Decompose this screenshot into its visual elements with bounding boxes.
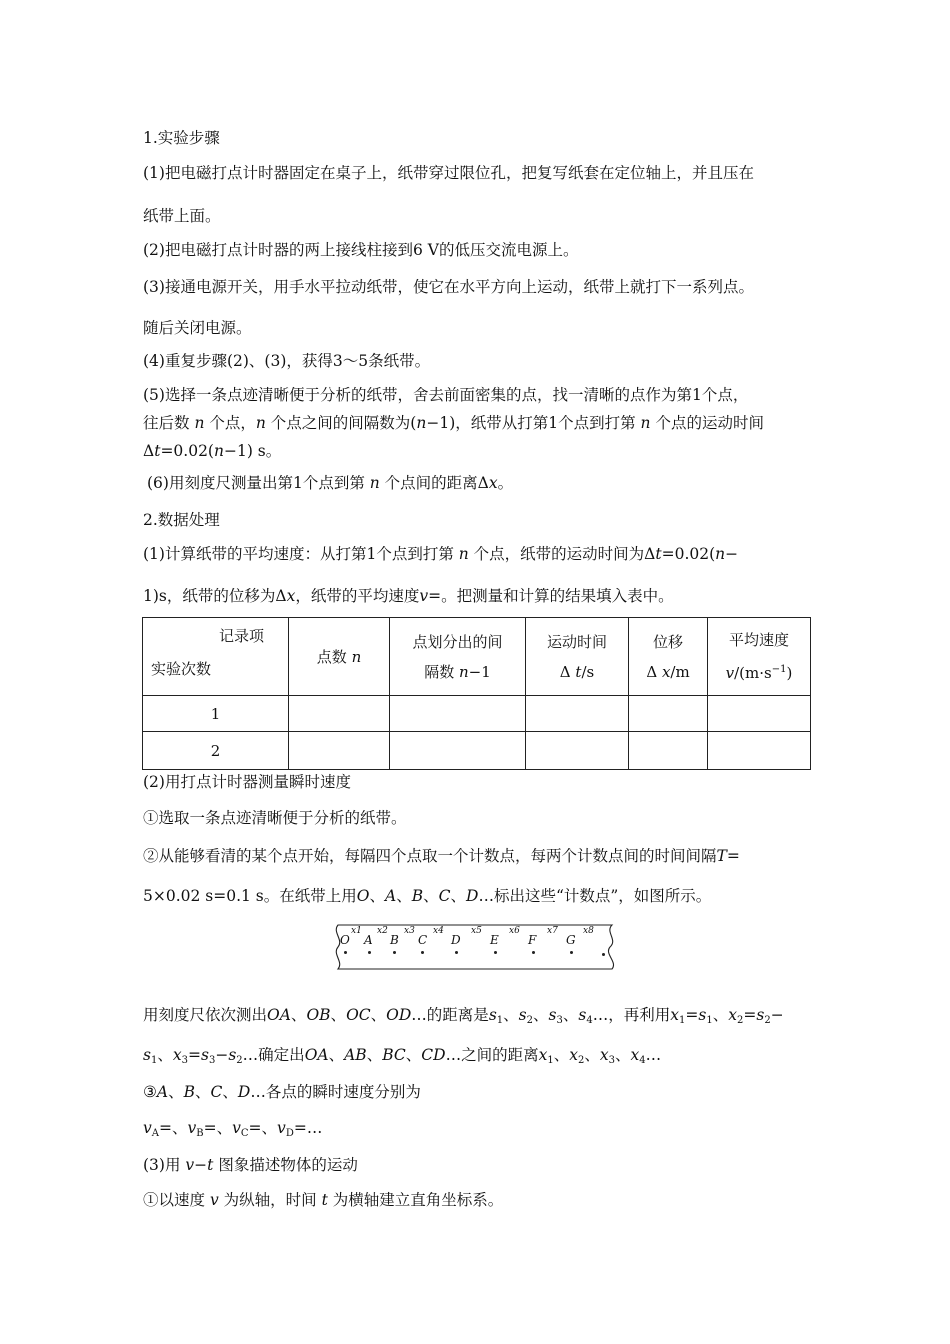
paper-tape-figure <box>330 922 622 972</box>
tape-dot <box>368 951 371 954</box>
tape-gap-label: x2 <box>377 926 388 936</box>
cell <box>526 696 629 732</box>
heading-experiment-steps: 1.实验步骤 <box>143 129 220 147</box>
vt-graph-step-1: ①以速度 v 为纵轴，时间 t 为横轴建立直角坐标系。 <box>143 1191 504 1209</box>
tape-gap-label: x6 <box>509 926 520 936</box>
cell <box>390 732 526 770</box>
measure-line-1: 用刻度尺依次测出OA、OB、OC、OD…的距离是$s_1$、$s_2$、$s_3$、$s_4\dots$，再利用$x_1=s_1$、$x_2=s_2-$ <box>143 1006 784 1026</box>
step-1-line-2: 纸带上面。 <box>143 207 221 225</box>
tape-gap-label: x4 <box>433 926 444 936</box>
heading-data-processing: 2.数据处理 <box>143 511 220 529</box>
process-1-line-1: (1)计算纸带的平均速度：从打第1个点到打第 n 个点，纸带的运动时间为Δt=0.02(n− <box>143 545 739 563</box>
step-3-line-1: (3)接通电源开关，用手水平拉动纸带，使它在水平方向上运动，纸带上就打下一系列点。 <box>143 278 754 296</box>
tape-dot <box>393 951 396 954</box>
instant-step-2-line-2: 5×0.02 s=0.1 s。在纸带上用O、A、B、C、D…标出这些“计数点”，如图所示。 <box>143 887 712 905</box>
tape-point-label: G <box>566 933 576 947</box>
tape-dot <box>455 951 458 954</box>
table-row <box>143 732 811 770</box>
tape-gap-label: x7 <box>547 926 558 936</box>
vt-graph-heading: (3)用 v−t 图象描述物体的运动 <box>143 1156 358 1174</box>
step-5-line-2: 往后数 n 个点，n 个点之间的间隔数为(n−1)，纸带从打第1个点到打第 n 个点的运动时间 <box>143 414 764 432</box>
tape-dot <box>602 953 605 956</box>
step-5-line-1: (5)选择一条点迹清晰便于分析的纸带，舍去前面密集的点，找一清晰的点作为第1个点， <box>143 386 749 404</box>
header-record-item: 记录项 <box>219 627 265 645</box>
cell <box>708 696 811 732</box>
tape-point-label: B <box>390 933 399 947</box>
step-3-line-2: 随后关闭电源。 <box>143 319 252 337</box>
measure-line-2: $s_1$、$x_3=s_3-s_2\dots$确定出OA、AB、BC、CD…之间的距离$x_1$、$x_2$、$x_3$、$x_4\dots$ <box>143 1046 662 1066</box>
instant-velocity-heading: (2)用打点计时器测量瞬时速度 <box>143 773 351 791</box>
process-1-line-2: 1)s，纸带的位移为Δx，纸带的平均速度v=。把测量和计算的结果填入表中。 <box>143 587 674 605</box>
header-displacement: 位移 Δ x/m <box>629 618 708 696</box>
record-table <box>142 617 811 770</box>
tape-point-label: O <box>340 933 350 947</box>
cell <box>526 732 629 770</box>
tape-gap-label: x1 <box>351 926 362 936</box>
instant-step-2-line-1: ②从能够看清的某个点开始，每隔四个点取一个计数点，每两个计数点间的时间间隔T= <box>143 847 740 865</box>
header-trial-number: 实验次数 <box>151 660 212 678</box>
table-header-row <box>143 618 811 696</box>
table-row <box>143 696 811 732</box>
tape-dot <box>494 951 497 954</box>
cell <box>629 696 708 732</box>
instant-velocity-formulas: $v_A=$、$v_B=$、$v_C=$、$v_D=\dots$ <box>143 1119 323 1139</box>
tape-dot <box>344 951 347 954</box>
header-intervals: 点划分出的间 隔数 n−1 <box>390 618 526 696</box>
step-6: (6)用刻度尺测量出第1个点到第 n 个点间的距离Δx。 <box>147 474 514 492</box>
cell <box>629 732 708 770</box>
cell <box>289 732 390 770</box>
tape-point-label: A <box>364 933 373 947</box>
tape-point-label: C <box>418 933 428 947</box>
header-record-trial <box>143 618 289 696</box>
tape-dot <box>421 951 424 954</box>
trial-cell: 1 <box>143 696 289 732</box>
step-1-line-1: (1)把电磁打点计时器固定在桌子上，纸带穿过限位孔，把复写纸套在定位轴上，并且压在 <box>143 164 754 182</box>
cell <box>289 696 390 732</box>
header-points: 点数 n <box>289 618 390 696</box>
tape-point-label: D <box>451 933 461 947</box>
instant-step-1: ①选取一条点迹清晰便于分析的纸带。 <box>143 809 407 827</box>
tape-gap-label: x8 <box>583 926 594 936</box>
step-5-line-3: Δt=0.02(n−1) s。 <box>143 442 282 460</box>
header-velocity: 平均速度 $v/(m\cdot s^{-1})$ <box>708 618 811 696</box>
cell <box>708 732 811 770</box>
tape-point-label: E <box>490 933 499 947</box>
step-2: (2)把电磁打点计时器的两上接线柱接到6 V的低压交流电源上。 <box>143 241 579 259</box>
tape-gap-label: x5 <box>471 926 482 936</box>
tape-dot <box>532 951 535 954</box>
cell <box>390 696 526 732</box>
step-4: (4)重复步骤(2)、(3)，获得3～5条纸带。 <box>143 352 431 370</box>
instant-step-3: ③A、B、C、D…各点的瞬时速度分别为 <box>143 1083 421 1101</box>
tape-dot <box>570 951 573 954</box>
tape-gap-label: x3 <box>404 926 415 936</box>
header-time: 运动时间 Δ t/s <box>526 618 629 696</box>
tape-point-label: F <box>528 933 537 947</box>
trial-cell: 2 <box>143 732 289 770</box>
